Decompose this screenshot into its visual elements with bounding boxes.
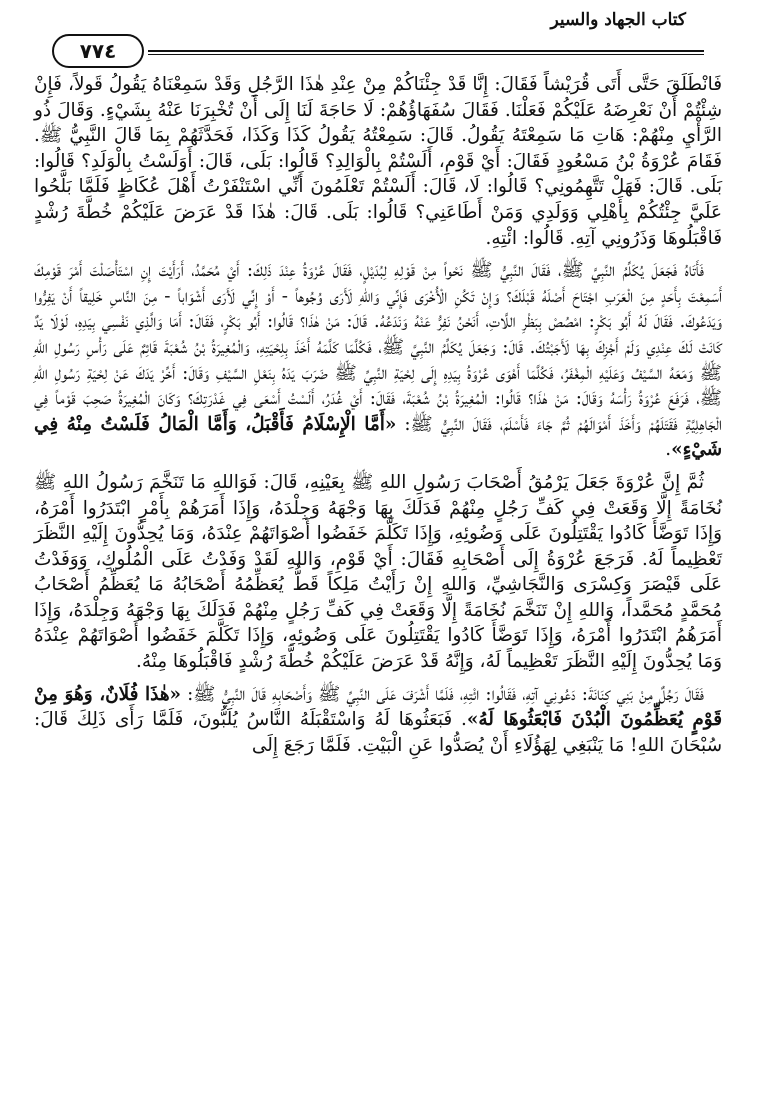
header-rule-thin	[148, 54, 704, 55]
paragraph-text: ثُمَّ إِنَّ عُرْوَةَ جَعَلَ يَرْمُقُ أَصْحَابَ رَسُولِ اللهِ ﷺ بِعَيْنِهِ، قَالَ: فَوَاللهِ مَا تَنَخَّمَ رَسُولُ اللهِ ﷺ نُخَامَةً إِلَّا وَقَعَتْ فِي كَفِّ رَجُلٍ مِنْهُمْ فَدَلَكَ بِهَا وَجْهَهُ وَجِلْدَهُ، وَإِذَا أَمَرَهُمْ بِأَمْرٍ ابْتَدَرُوا أَمْرَهُ، وَإِذَا تَوَضَّأَ كَادُوا يَقْتَتِلُونَ عَلَى وَضُوئِهِ، وَإِذَا تَكَلَّمَ خَفَضُوا أَصْوَاتَهُمْ عِنْدَهُ، وَمَا يُحِدُّونَ إِلَيْهِ النَّظَرَ تَعْظِيماً لَهُ. فَرَجَعَ عُرْوَةُ إِلَى أَصْحَابِهِ فَقَالَ: أَيْ قَوْمِ، وَاللهِ لَقَدْ وَفَدْتُ عَلَى الْمُلُوكِ، وَوَفَدْتُ عَلَى قَيْصَرَ وَكِسْرَى وَالنَّجَاشِيِّ، وَاللهِ إِنْ رَأَيْتُ مَلِكاً قَطُّ يُعَظِّمُهُ أَصْحَابُهُ مَا يُعَظِّمُ أَصْحَابُ مُحَمَّدٍ مُحَمَّداً، وَاللهِ إِنْ تَنَخَّمَ نُخَامَةً إِلَّا وَقَعَتْ فِي كَفِّ رَجُلٍ مِنْهُمْ فَدَلَكَ بِهَا وَجْهَهُ وَجِلْدَهُ، وَإِذَا أَمَرَهُمُ ابْتَدَرُوا أَمْرَهُ، وَإِذَا تَوَضَّأَ كَادُوا يَقْتَتِلُونَ عَلَى وَضُوئِهِ، وَإِذَا تَكَلَّمَ خَفَضُوا أَصْوَاتَهُمْ عِنْدَهُ وَمَا يُحِدُّونَ إِلَيْهِ النَّظَرَ تَعْظِيماً لَهُ، وَإِنَّهُ قَدْ عَرَضَ عَلَيْكُمْ خُطَّةَ رُشْدٍ فَاقْبَلُوهَا مِنْهُ.	[34, 471, 722, 673]
header-rule	[148, 50, 704, 52]
book-title: كتاب الجهاد والسير	[550, 10, 686, 30]
paragraph-tail: . فَبَعَثُوهَا لَهُ وَاسْتَقْبَلَهُ النَّاسُ يُلَبُّونَ، فَلَمَّا رَأَى ذَلِكَ قَالَ: سُبْحَانَ اللهِ! مَا يَنْبَغِي لِهَؤُلَاءِ أَنْ يُصَدُّوا عَنِ الْبَيْتِ. فَلَمَّا رَجَعَ إِلَى	[34, 709, 722, 756]
paragraph-tail: .	[665, 439, 672, 461]
paragraph-text: فَانْطَلَقَ حَتَّى أَتَى قُرَيْشاً فَقَالَ: إِنَّا قَدْ جِئْنَاكُمْ مِنْ عِنْدِ هٰذَا الرَّجُلِ وَقَدْ سَمِعْنَاهُ يَقُولُ قَولاً، فَإِنْ شِئْتُمْ أَنْ نَعْرِضَهُ عَلَيْكُمْ فَعَلْنَا. فَقَالَ سُفَهَاؤُهُمْ: لَا حَاجَةَ لَنَا إِلَى أَنْ تُخْبِرَنَا عَنْهُ بِشَيْءٍ. وَقَالَ ذُو الرَّأْيِ مِنْهُمْ: هَاتِ مَا سَمِعْتَهُ يَقُولُ. قَالَ: سَمِعْتُهُ يَقُولُ كَذَا وَكَذَا، فَحَدَّثَهُمْ بِمَا قَالَ النَّبِيُّ ﷺ. فَقَامَ عُرْوَةُ بْنُ مَسْعُودٍ فَقَالَ: أَيْ قَوْمِ، أَلَسْتُمْ بِالْوَالِدِ؟ قَالُوا: بَلَى، قَالَ: أَوَلَسْتُ بِالْوَلَدِ؟ قَالُوا: بَلَى. قَالَ: فَهَلْ تَتَّهِمُونِي؟ قَالُوا: لَا، قَالَ: أَلَسْتُمْ تَعْلَمُونَ أَنِّي اسْتَنْفَرْتُ أَهْلَ عُكَاظٍ فَلَمَّا بَلَّحُوا عَلَيَّ جِئْتُكُمْ بِأَهْلِي وَوَلَدِي وَمَنْ أَطَاعَنِي؟ قَالُوا: بَلَى. قَالَ: هٰذَا قَدْ عَرَضَ عَلَيْكُمْ خُطَّةَ رُشْدٍ فَاقْبَلُوهَا وَذَرُونِي آتِهِ. قَالُوا: ائْتِهِ.	[34, 74, 722, 249]
page-header	[34, 0, 724, 62]
page-body	[34, 72, 722, 765]
page-number-badge: ٧٧٤	[52, 34, 144, 68]
paragraph	[34, 682, 722, 759]
paragraph-text: فَقَالَ رَجُلٌ مِنْ بَنِي كِنَانَةَ: دَعُونِي آتِهِ، فَقَالُوا: ائْتِهِ، فَلَمَّا أَشْرَفَ عَلَى النَّبِيِّ ﷺ وَأَصْحَابِهِ قَالَ النَّبِيُّ ﷺ:	[187, 683, 704, 705]
hadith-quote: «هٰذَا فُلَانٌ، وَهُوَ مِنْ قَوْمٍ يُعَظِّمُونَ الْبُدْنَ فَابْعَثُوهَا لَهُ»	[34, 683, 723, 731]
hadith-quote: «أَمَّا الْإِسْلَامُ فَأَقْبَلُ، وَأَمَّا الْمَالُ فَلَسْتُ مِنْهُ فِي شَيْءٍ»	[34, 413, 722, 461]
paragraph	[34, 72, 722, 251]
paragraph	[34, 258, 722, 463]
paragraph	[34, 470, 722, 675]
paragraph-text: فَأَتَاهُ فَجَعَلَ يُكَلِّمُ النَّبِيَّ ﷺ، فَقَالَ النَّبِيُّ ﷺ نَحْواً مِنْ قَوْلِهِ لِبُدَيْلٍ، فَقَالَ عُرْوَةُ عِنْدَ ذَلِكَ: أَيْ مُحَمَّدُ، أَرَأَيْتَ إِنِ اسْتَأْصَلْتَ أَمْرَ قَوْمِكَ أَسَمِعْتَ بِأَحَدٍ مِنَ الْعَرَبِ اجْتَاحَ أَصْلَهُ قَبْلَكَ؟ وَإِنْ تَكُنِ الْأُخْرَى فَإِنِّي وَاللهِ لَأَرَى وُجُوهاً - أَوْ إِنِّي لَأَرَى أَشْوَاباً - مِنَ النَّاسِ خَلِيقاً أَنْ يَفِرُّوا وَيَدَعُوكَ. فَقَالَ لَهُ أَبُو بَكْرٍ: امْصُصْ بِبَظْرِ اللَّاتِ، أَنَحْنُ نَفِرُّ عَنْهُ وَنَدَعُهُ. قَالَ: مَنْ هٰذَا؟ قَالُوا: أَبُو بَكْرٍ، فَقَالَ: أَمَا وَالَّذِي نَفْسِي بِيَدِهِ، لَوْلَا يَدٌ كَانَتْ لَكَ عِنْدِي وَلَمْ أَجْزِكَ بِهَا لَأَجَبْتُكَ. قَالَ: وَجَعَلَ يُكَلِّمُ النَّبِيَّ ﷺ، فَكُلَّمَا كَلَّمَهُ أَخَذَ بِلِحْيَتِهِ، وَالْمُغِيرَةُ بْنُ شُعْبَةَ قَائِمٌ عَلَى رَأْسِ رَسُولِ اللهِ ﷺ وَمَعَهُ السَّيْفُ وَعَلَيْهِ الْمِغْفَرُ، فَكُلَّمَا أَهْوَى عُرْوَةُ بِيَدِهِ إِلَى لِحْيَةِ النَّبِيِّ ﷺ ضَرَبَ يَدَهُ بِنَعْلِ السَّيْفِ وَقَالَ: أَخِّرْ يَدَكَ عَنْ لِحْيَةِ رَسُولِ اللهِ ﷺ، فَرَفَعَ عُرْوَةُ رَأْسَهُ وَقَالَ: مَنْ هٰذَا؟ قَالُوا: الْمُغِيرَةُ بْنُ شُعْبَةَ، فَقَالَ: أَيْ غُدَرُ، أَلَسْتُ أَسْعَى فِي غَدْرَتِكَ؟ وَكَانَ الْمُغِيرَةُ صَحِبَ قَوْماً فِي الْجَاهِلِيَّةِ فَقَتَلَهُمْ وَأَخَذَ أَمْوَالَهُمْ ثُمَّ جَاءَ فَأَسْلَمَ، فَقَالَ النَّبِيُّ ﷺ:	[34, 260, 722, 435]
